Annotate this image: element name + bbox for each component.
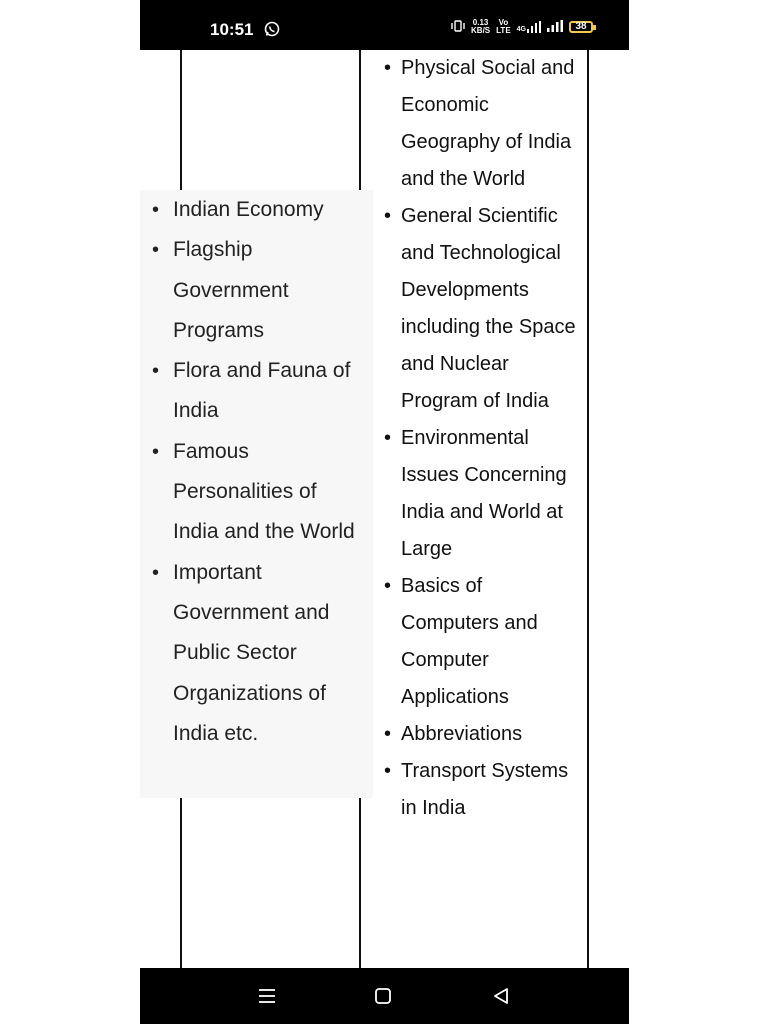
battery-icon — [569, 21, 593, 33]
list-item: • Famous Personalities of India and the World — [152, 432, 367, 553]
phone-screen — [140, 0, 629, 1024]
navigation-bar — [140, 968, 629, 1024]
table-border-right — [587, 50, 589, 968]
list-item: • Basics of Computers and Computer Applications — [384, 568, 584, 716]
page-content — [140, 50, 629, 968]
status-icons — [451, 19, 593, 35]
list-item: • Indian Economy — [152, 190, 367, 230]
list-item: • Flora and Fauna of India — [152, 351, 367, 432]
home-icon[interactable] — [371, 984, 395, 1008]
speed-value: 0.13 — [472, 18, 489, 27]
list-item: • Abbreviations — [384, 716, 584, 753]
battery-level: 38 — [575, 21, 587, 32]
volte-indicator — [496, 19, 511, 35]
right-topic-list — [384, 50, 584, 827]
list-item: • Flagship Government Programs — [152, 230, 367, 351]
network-signal-icon — [517, 21, 541, 33]
list-item: • Physical Social and Economic Geography of India and the World — [384, 50, 584, 198]
network-type: 4G — [516, 26, 526, 33]
list-item: • Important Government and Public Sector Organizations of India etc. — [152, 553, 367, 754]
back-icon[interactable] — [489, 984, 513, 1008]
whatsapp-icon — [264, 21, 280, 42]
left-topic-list — [152, 190, 367, 754]
list-item: • Environmental Issues Concerning India and World at Large — [384, 420, 584, 568]
volte-top: Vo — [498, 18, 509, 27]
volte-bottom: LTE — [496, 26, 511, 35]
signal-bars-icon — [547, 20, 563, 34]
vibrate-icon — [451, 20, 465, 34]
menu-icon[interactable] — [255, 984, 279, 1008]
speed-unit: KB/S — [471, 26, 491, 35]
status-bar — [140, 0, 629, 50]
left-topic-panel — [140, 190, 373, 798]
status-time: 10:51 — [210, 20, 254, 39]
network-speed — [471, 19, 490, 35]
list-item: • General Scientific and Technological Developments including the Space and Nuclear Program of India — [384, 198, 584, 420]
list-item: • Transport Systems in India — [384, 753, 584, 827]
